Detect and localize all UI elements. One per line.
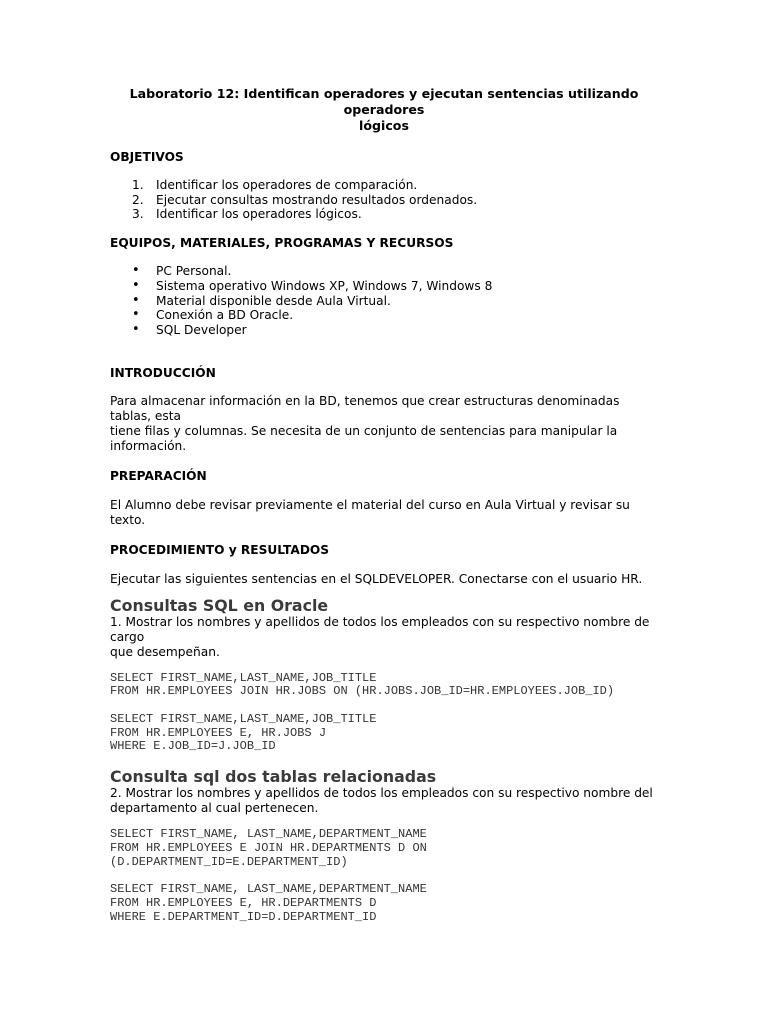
list-number: 2. <box>132 192 144 207</box>
list-number: 1. <box>132 178 144 192</box>
bullet-icon: • <box>132 277 140 293</box>
paragraph-line: tiene filas y columnas. Se necesita de un conjunto de sentencias para manipular la información. <box>110 423 618 453</box>
list-item-text: Conexión a BD Oracle. <box>156 308 294 323</box>
list-item-text: Identificar los operadores de comparación. <box>156 178 418 192</box>
introduccion-paragraph <box>110 394 658 454</box>
equipos-list <box>110 264 658 338</box>
list-item-text: Ejecutar consultas mostrando resultados ordenados. <box>156 192 478 207</box>
list-item-text: Sistema operativo Windows XP, Windows 7, Windows 8 <box>156 278 493 293</box>
sql-code-block: SELECT FIRST_NAME,LAST_NAME,JOB_TITLE FROM HR.EMPLOYEES E, HR.JOBS J WHERE E.JOB_ID=J.JOB_ID <box>110 712 377 754</box>
procedimiento-heading: PROCEDIMIENTO y RESULTADOS <box>110 542 330 557</box>
list-number: 3. <box>132 207 144 222</box>
introduccion-heading: INTRODUCCIÓN <box>110 365 216 380</box>
objetivos-list <box>110 178 658 222</box>
list-item <box>110 279 658 294</box>
list-item-text: PC Personal. <box>156 264 232 279</box>
list-item <box>110 308 658 323</box>
consulta-dos-tablas-paragraph <box>110 786 658 816</box>
consulta-dos-tablas-heading: Consulta sql dos tablas relacionadas <box>110 767 437 787</box>
sql-code-block: SELECT FIRST_NAME, LAST_NAME,DEPARTMENT_NAME FROM HR.EMPLOYEES E JOIN HR.DEPARTMENTS D ON (D.DEPARTMENT_ID=E.DEPARTMENT_ID) <box>110 827 427 869</box>
list-item <box>110 193 658 208</box>
title-line-1: Laboratorio 12: Identifican operadores y ejecutan sentencias utilizando operadores <box>129 86 639 117</box>
list-item <box>110 294 658 309</box>
list-item <box>110 178 658 193</box>
paragraph-line: que desempeñan. <box>110 644 220 659</box>
bullet-icon: • <box>132 307 140 323</box>
list-item-text: SQL Developer <box>156 322 247 337</box>
list-item-text: Identificar los operadores lógicos. <box>156 207 362 222</box>
paragraph-line: 1. Mostrar los nombres y apellidos de todos los empleados con su respectivo nombre de cargo <box>110 614 650 644</box>
document-title <box>110 86 658 134</box>
paragraph-line: 2. Mostrar los nombres y apellidos de todos los empleados con su respectivo nombre del <box>110 786 653 801</box>
paragraph-line: Para almacenar información en la BD, tenemos que crear estructuras denominadas tablas, esta <box>110 393 620 423</box>
preparacion-paragraph: El Alumno debe revisar previamente el material del curso en Aula Virtual y revisar su texto. <box>110 497 630 527</box>
list-item <box>110 323 658 338</box>
bullet-icon: • <box>132 292 140 308</box>
list-item <box>110 207 658 222</box>
list-item-text: Material disponible desde Aula Virtual. <box>156 293 391 308</box>
procedimiento-paragraph: Ejecutar las siguientes sentencias en el SQLDEVELOPER. Conectarse con el usuario HR. <box>110 571 643 586</box>
preparacion-heading: PREPARACIÓN <box>110 468 207 483</box>
equipos-heading: EQUIPOS, MATERIALES, PROGRAMAS Y RECURSOS <box>110 236 454 251</box>
sql-code-block: SELECT FIRST_NAME, LAST_NAME,DEPARTMENT_NAME FROM HR.EMPLOYEES E, HR.DEPARTMENTS D WHERE E.DEPARTMENT_ID=D.DEPARTMENT_ID <box>110 882 427 924</box>
sql-code-block: SELECT FIRST_NAME,LAST_NAME,JOB_TITLE FROM HR.EMPLOYEES JOIN HR.JOBS ON (HR.JOBS.JOB_ID=HR.EMPLOYEES.JOB_ID) <box>110 670 615 699</box>
list-item <box>110 264 658 279</box>
objetivos-heading: OBJETIVOS <box>110 150 184 164</box>
bullet-icon: • <box>132 321 140 337</box>
title-line-2: lógicos <box>359 118 409 133</box>
bullet-icon: • <box>132 263 140 279</box>
consultas-oracle-heading: Consultas SQL en Oracle <box>110 595 329 615</box>
paragraph-line: departamento al cual pertenecen. <box>110 801 319 816</box>
consultas-oracle-paragraph <box>110 615 658 660</box>
